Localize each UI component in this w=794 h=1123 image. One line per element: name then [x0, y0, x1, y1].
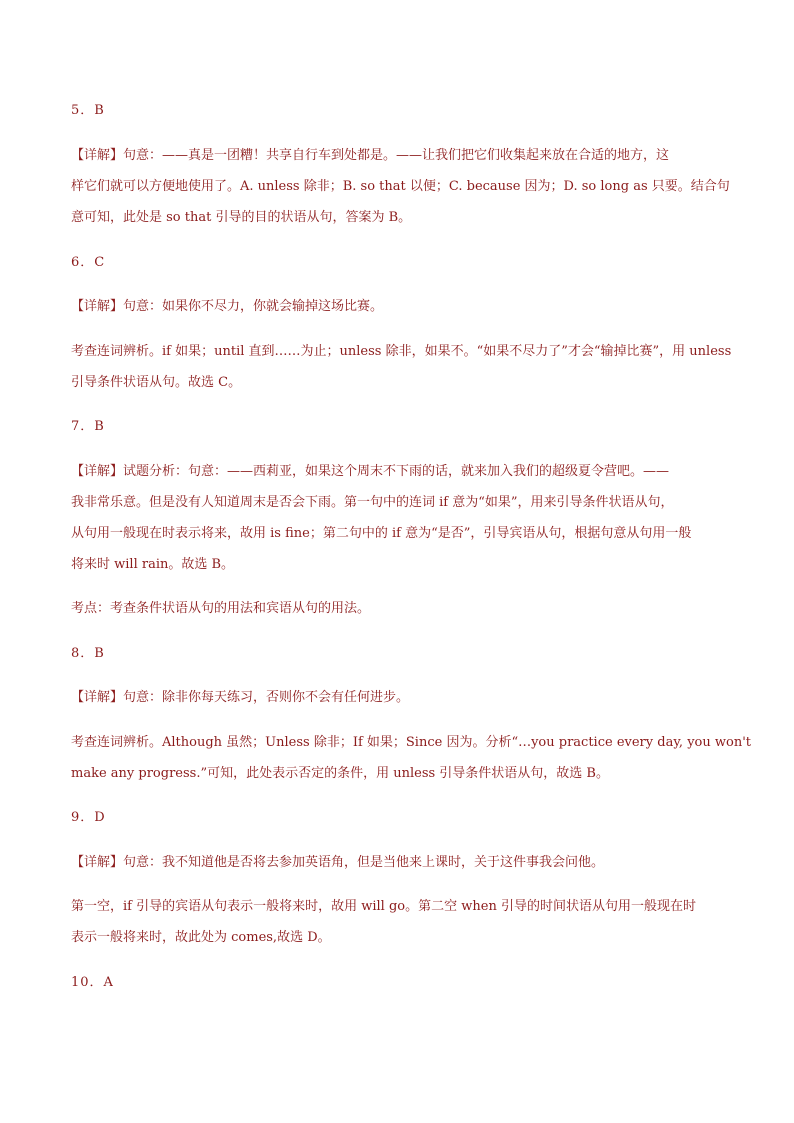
answer-number: 8．B [71, 646, 105, 661]
explanation-line: 考查连词辨析。if 如果；until 直到……为止；unless 除非，如果不。“如果不尽力了”才会“输掉比赛”，用 unless [71, 344, 732, 359]
explanation-line: 引导条件状语从句。故选 C。 [71, 375, 242, 390]
explanation-line: 将来时 will rain。故选 B。 [71, 557, 235, 572]
answer-number: 5．B [71, 103, 105, 118]
explanation-line: 【详解】句意：如果你不尽力，你就会输掉这场比赛。 [71, 299, 384, 314]
answer-number: 6．C [71, 255, 106, 270]
explanation-line: make any progress.”可知，此处表示否定的条件，用 unless 引导条件状语从句，故选 B。 [71, 766, 609, 781]
explanation-line: 样它们就可以方便地使用了。A. unless 除非；B. so that 以便；C. because 因为；D. so long as 只要。结合句 [71, 179, 730, 194]
answer-number: 7．B [71, 419, 105, 434]
answer-number: 10．A [71, 975, 114, 990]
explanation-line: 从句用一般现在时表示将来，故用 is fine；第二句中的 if 意为“是否”，引导宾语从句，根据句意从句用一般 [71, 526, 692, 541]
answer-number: 9．D [71, 810, 106, 825]
explanation-line: 第一空，if 引导的宾语从句表示一般将来时，故用 will go。第二空 when 引导的时间状语从句用一般现在时 [71, 899, 696, 914]
explanation-line: 表示一般将来时，故此处为 comes,故选 D。 [71, 930, 331, 945]
explanation-line: 考查连词辨析。Although 虽然；Unless 除非；If 如果；Since 因为。分析“…you practice every day, you won't [71, 735, 751, 750]
explanation-line: 【详解】句意：——真是一团糟！共享自行车到处都是。——让我们把它们收集起来放在合适的地方，这 [71, 148, 670, 163]
explanation-line: 【详解】试题分析：句意：——西莉亚，如果这个周末不下雨的话，就来加入我们的超级夏令营吧。—— [71, 464, 670, 479]
explanation-line: 意可知，此处是 so that 引导的目的状语从句，答案为 B。 [71, 210, 412, 225]
explanation-line: 我非常乐意。但是没有人知道周末是否会下雨。第一句中的连词 if 意为“如果”，用来引导条件状语从句， [71, 495, 674, 510]
explanation-line: 【详解】句意：除非你每天练习，否则你不会有任何进步。 [71, 690, 410, 705]
explanation-line: 考点：考查条件状语从句的用法和宾语从句的用法。 [71, 601, 371, 616]
explanation-line: 【详解】句意：我不知道他是否将去参加英语角，但是当他来上课时，关于这件事我会问他。 [71, 855, 605, 870]
